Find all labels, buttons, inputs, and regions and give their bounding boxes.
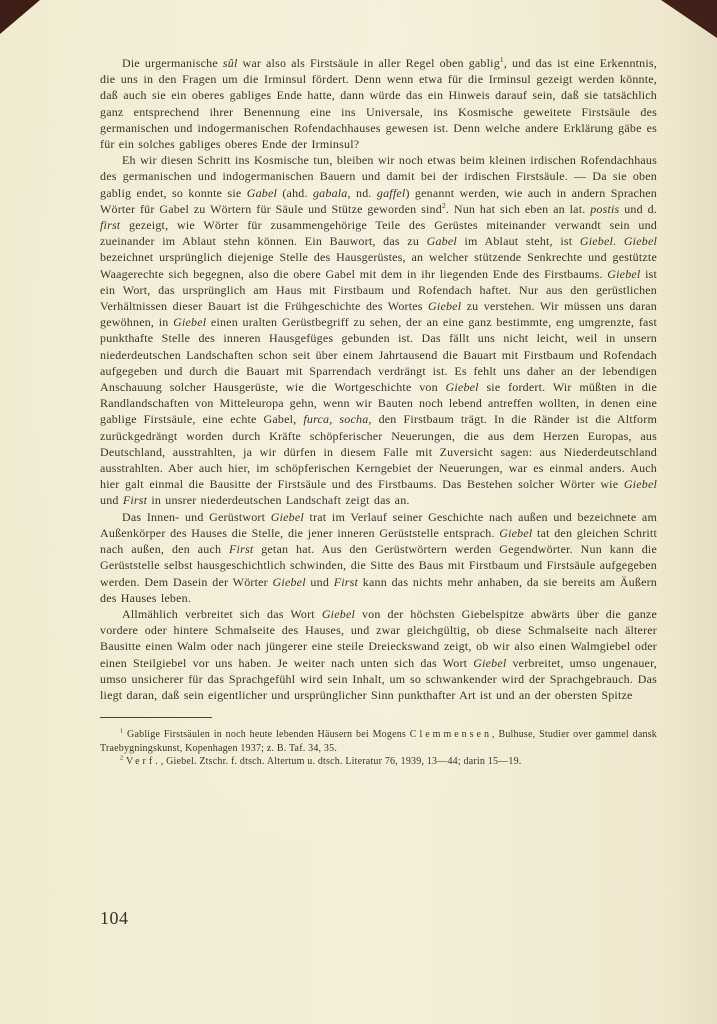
footnote-separator [100, 717, 212, 718]
footnote-2: $^2$ Verf., Giebel. Ztschr. f. dtsch. Altertum u. dtsch. Literatur 76, 1939, 13—44; darin 15—19. [120, 754, 522, 768]
paragraph-gabel-giebel: Eh wir diesen Schritt ins Kosmische tun, bleiben wir noch etwas beim kleinen irdischen Rofendachhaus des germanischen und indogermanischen Bauern und damit bei der irdischen Firstsäule. — Da sie oben gablig endet, so konnte sie Gabel (ahd. gabala, nd. gaffel) genannt werden, wie auch in andern Sprachen Wörter für Gabel zu Wörtern für Säule und Stütze geworden sind$^2$. Nun hat sich eben an lat. postis und d. first gezeigt, wie Wörter für zusammengehörige Teile des Gerüstes miteinander verwandt sein und zueinander im Ablaut stehn können. Ein Bauwort, das zu Gabel im Ablaut steht, ist Giebel. Giebel bezeichnet ursprünglich diejenige Stelle des Hausgerüstes, an welcher stützende Senkrechte und gestützte Waagerechte sich begegnen, also die obere Gabel mit dem in ihr liegenden Ende des Firstbaums. Giebel ist ein Wort, das ursprünglich am Haus mit Firstbaum und Rofendach haftet. Nur aus den gerüstlichen Verhältnissen dieser Bauart ist die Frühgeschichte des Wortes Giebel zu verstehen. Wir müssen uns daran gewöhnen, in Giebel einen uralten Gerüstbegriff zu sehen, der an eine ganz bestimmte, eng umgrenzte, fast punkthafte Stelle des inneren Hausgefüges gebunden ist. Das fällt uns nicht leicht, weil in unsern niederdeutschen Landschaften schon seit über einem Jahrtausend die Bauart mit Firstbaum und Rofendach aufgegeben und durch die Bauart mit Sparrendach verdrängt ist. Es fehlt uns daher an der lebendigen Anschauung solcher Hausgerüste, wie die Wortgeschichte von Giebel sie fordert. Wir müßten in die Randlandschaften von Mitteleuropa gehn, wenn wir Bauten noch lebend antreffen wollten, in denen eine gablige Firstsäule, eine echte Gabel, furca, socha, den Firstbaum trägt. In die Ränder ist die Altform zurückgedrängt worden durch Kräfte schöpferischer Neuerungen, die aus dem Herzen Europas, aus Deutschland, ausstrahlten, ja wir dürfen in diesem Falle mit Zuversicht sagen: aus Niederdeutschland ausstrahlten. Aber auch hier, im schöpferischen Kerngebiet der Neuerungen, war es einmal anders. Auch hier galt einmal die Bausitte der Firstsäule und des Firstbaums. Das Bestehen solcher Wörter wie Giebel und First in unsrer niederdeutschen Landschaft zeigt das an. [100, 153, 658, 508]
photo-corner-top-left [0, 0, 40, 34]
paragraph-sul-firstsaeule: Die urgermanische sûl war also als Firstsäule in aller Regel oben gablig$^1$, und das ist eine Erkenntnis, die uns in den Fragen um die Irminsul fördert. Denn wenn etwa für die Irminsul gezeigt werden könnte, daß auch sie ein oberes gabliges Ende hatte, dann würde das ein Hinweis darauf sein, daß sie tatsächlich ganz entsprechend ihrer Benennung eine ins Universale, ins Kosmische geweitete Firstsäule des germanischen und indogermanischen Rofendachhauses gewesen ist. Denn welche andere Erklärung gäbe es für ein solches gabliges oberes Ende der Irminsul? [100, 55, 657, 152]
photo-corner-top-right [661, 0, 717, 38]
text-block [100, 55, 657, 769]
paragraph-geruestwort-giebel: Das Innen- und Gerüstwort Giebel trat im Verlauf seiner Geschichte nach außen und bezeichnete am Außenkörper des Hauses die Stelle, die jener inneren Gerüststelle entsprach. Giebel tat den gleichen Schritt nach außen, den auch First getan hat. Aus den Gerüstwörtern werden Gegendwörter. Nun kann die Gerüststelle selbst hausgeschichtlich schwinden, die Sitte des Baus mit Firstbaum und Firstsäule aufgegeben werden. Dem Dasein der Wörter Giebel und First kann das nichts mehr anhaben, da sie bereits am Äußern des Hauses leben. [100, 509, 657, 605]
footnote-1: $^1$ Gablige Firstsäulen in noch heute lebenden Häusern bei Mogens Clemmensen, Bulhuse, Studier over gammel dansk Traebygningskunst, Kopenhagen 1937; z. B. Taf. 34, 35. [100, 727, 657, 754]
page-number: 104 [100, 908, 129, 928]
paragraph-giebelspitze: Allmählich verbreitet sich das Wort Giebel von der höchsten Giebelspitze abwärts über die ganze vordere oder hintere Schmalseite des Hauses, und zwar gleichgültig, ob diese Schmalseite nach älterer Bausitte einen Walm oder nach jüngerer eine steile Dreieckswand zeigt, ob wir also einen Walmgiebel oder einen Steilgiebel vor uns haben. Je weiter nach unten sich das Wort Giebel verbreitet, umso ungenauer, umso unsicherer für das Sprachgefühl wird sein Inhalt, um so schwankender wird der Sprachgebrauch. Das liegt daran, daß sein eigentlicher und ursprünglicher Sinn punkthafter Art ist und an der obersten Spitze [100, 606, 657, 702]
